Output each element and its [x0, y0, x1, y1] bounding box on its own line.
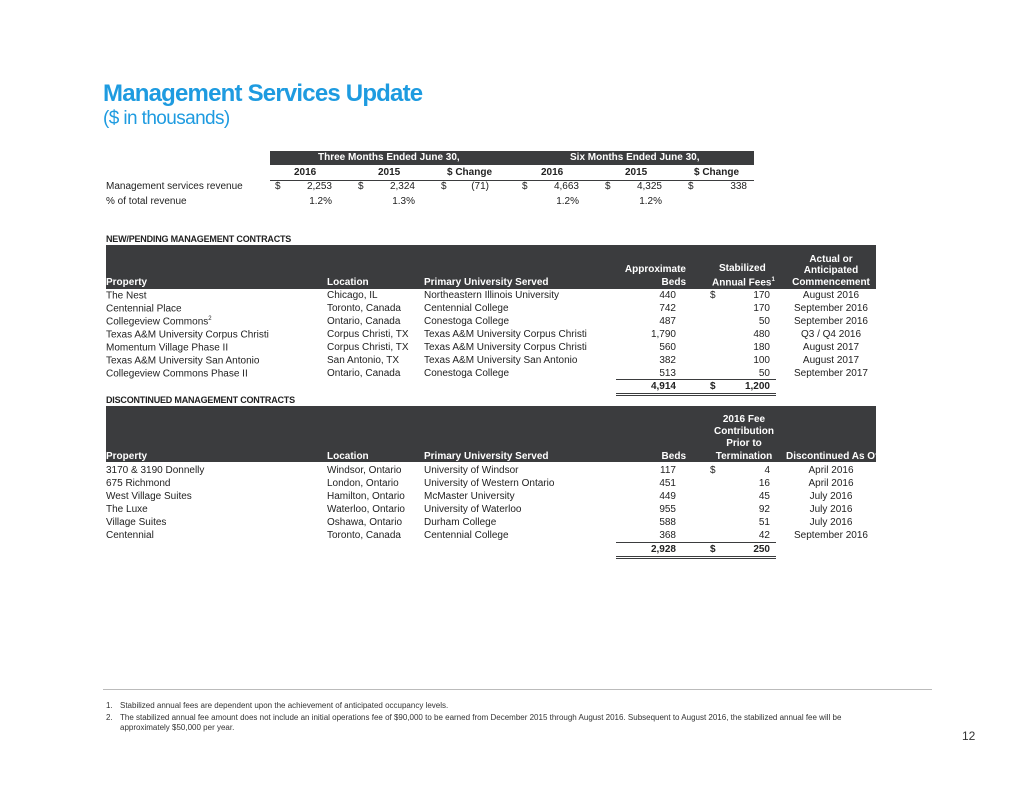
contract-date: September 2017 — [794, 368, 868, 379]
dollar: $ — [605, 181, 611, 192]
hdr-beds-1: Approximate — [624, 264, 686, 275]
footnote-1-text: Stabilized annual fees are dependent upon the achievement of anticipated occupancy levels. — [120, 701, 449, 710]
change-three: (71) — [471, 181, 489, 192]
dhdr-beds: Beds — [661, 451, 686, 462]
dhdr-fee-2: Contribution — [714, 426, 774, 437]
contract-university: Conestoga College — [424, 368, 510, 379]
discontinued-property: Village Suites — [106, 517, 167, 528]
disc-total-dollar: $ — [710, 544, 716, 555]
discontinued-fee: 16 — [758, 478, 770, 489]
group-three-months: Three Months Ended June 30, — [318, 152, 460, 163]
new-contracts-header — [106, 245, 876, 289]
contract-property-cell — [106, 368, 248, 379]
contract-row — [0, 290, 1034, 303]
contract-location: Corpus Christi, TX — [327, 329, 409, 340]
discontinued-property: Centennial — [106, 530, 154, 541]
discontinued-row — [0, 491, 1034, 504]
contract-location: Ontario, Canada — [327, 368, 401, 379]
contract-date: Q3 / Q4 2016 — [800, 329, 862, 340]
hdr-university: Primary University Served — [424, 277, 549, 288]
contract-university: Centennial College — [424, 303, 509, 314]
contract-fees: 50 — [758, 316, 770, 327]
contract-university: Texas A&M University Corpus Christi — [424, 329, 587, 340]
discontinued-total — [0, 544, 1034, 557]
contract-fees: 50 — [758, 368, 770, 379]
hdr-comm-3: Commencement — [792, 277, 870, 288]
discontinued-property: 3170 & 3190 Donnelly — [106, 465, 205, 476]
col-2016-three: 2016 — [294, 167, 317, 178]
contract-row — [0, 329, 1034, 342]
contract-property-cell — [106, 303, 182, 314]
discontinued-date: September 2016 — [794, 530, 868, 541]
new-total-beds: 4,914 — [650, 381, 676, 392]
discontinued-university: Centennial College — [424, 530, 509, 541]
discontinued-university: Durham College — [424, 517, 497, 528]
discontinued-beds: 451 — [659, 478, 676, 489]
contract-location: Toronto, Canada — [327, 303, 401, 314]
discontinued-location: Oshawa, Ontario — [327, 517, 403, 528]
hdr-property: Property — [106, 277, 148, 288]
contract-footnote: 2 — [208, 316, 212, 322]
discontinued-title: DISCONTINUED MANAGEMENT CONTRACTS — [106, 395, 295, 405]
contract-beds: 560 — [659, 342, 676, 353]
discontinued-row — [0, 478, 1034, 491]
contract-row — [0, 355, 1034, 368]
contract-date: August 2017 — [802, 342, 860, 353]
value-2015-three: 1.3% — [392, 196, 415, 207]
contract-property: Collegeview Commons — [106, 316, 209, 328]
new-total-fees: 1,200 — [744, 381, 770, 392]
dollar: $ — [522, 181, 528, 192]
contract-property-cell — [106, 342, 228, 353]
discontinued-beds: 449 — [659, 491, 676, 502]
discontinued-row — [0, 530, 1034, 543]
page-subtitle: ($ in thousands) — [103, 108, 230, 129]
footnote-2-num: 2. — [106, 713, 113, 722]
summary-row — [0, 181, 1034, 194]
contract-location: San Antonio, TX — [327, 355, 400, 366]
hdr-fees-label: Annual Fees — [712, 277, 772, 289]
discontinued-university: McMaster University — [424, 491, 515, 502]
new-total-rule-bottom-1 — [616, 393, 776, 394]
contract-location: Ontario, Canada — [327, 316, 401, 327]
new-total-dollar: $ — [710, 381, 716, 392]
summary-row — [0, 196, 1034, 209]
discontinued-beds: 955 — [659, 504, 676, 515]
discontinued-location: Waterloo, Ontario — [327, 504, 405, 515]
discontinued-university: University of Western Ontario — [424, 478, 555, 489]
discontinued-university: University of Waterloo — [424, 504, 522, 515]
discontinued-beds: 588 — [659, 517, 676, 528]
contract-property-cell — [106, 316, 212, 327]
dhdr-university: Primary University Served — [424, 451, 549, 462]
new-total-rule-top — [616, 379, 776, 380]
value-2015-six: 1.2% — [639, 196, 662, 207]
page-number: 12 — [962, 729, 976, 743]
contract-property: Momentum Village Phase II — [106, 342, 229, 354]
discontinued-row — [0, 517, 1034, 530]
contract-fees: 170 — [753, 303, 770, 314]
col-change-three: $ Change — [447, 167, 493, 178]
discontinued-date: April 2016 — [808, 478, 854, 489]
discontinued-university: University of Windsor — [424, 465, 519, 476]
footnote-1 — [106, 701, 449, 710]
discontinued-property: The Luxe — [106, 504, 148, 515]
contract-fees: 480 — [753, 329, 770, 340]
discontinued-header — [106, 406, 879, 462]
footnote-2-text: The stabilized annual fee amount does not include an initial operations fee of $90,000 to be earned from December 2015 through August 2016. Subsequent to August 2016, the stabilized annual fee will be — [120, 713, 842, 722]
hdr-comm-2: Anticipated — [803, 265, 859, 276]
contract-dollar: $ — [710, 290, 716, 301]
contract-date: September 2016 — [794, 303, 868, 314]
discontinued-property: 675 Richmond — [106, 478, 171, 489]
dollar: $ — [358, 181, 364, 192]
hdr-beds-2: Beds — [661, 277, 686, 288]
footnote-2-text-cont: approximately $50,000 per year. — [120, 723, 235, 732]
discontinued-date: July 2016 — [809, 504, 853, 515]
summary-label: Management services revenue — [106, 181, 243, 192]
contract-date: September 2016 — [794, 316, 868, 327]
discontinued-date: July 2016 — [809, 517, 853, 528]
contract-property-cell — [106, 290, 147, 301]
discontinued-row — [0, 465, 1034, 478]
value-2016-three: 2,253 — [306, 181, 332, 192]
contract-row — [0, 316, 1034, 329]
disc-total-beds: 2,928 — [650, 544, 676, 555]
discontinued-fee: 45 — [758, 491, 770, 502]
contract-date: August 2016 — [802, 290, 860, 301]
col-change-six: $ Change — [694, 167, 740, 178]
discontinued-beds: 368 — [659, 530, 676, 541]
contract-property: Texas A&M University Corpus Christi — [106, 329, 269, 341]
discontinued-row — [0, 504, 1034, 517]
value-2015-six: 4,325 — [636, 181, 662, 192]
contract-fees: 100 — [753, 355, 770, 366]
change-six: 338 — [730, 181, 747, 192]
contract-location: Corpus Christi, TX — [327, 342, 409, 353]
summary-group-header — [270, 151, 754, 165]
discontinued-fee: 51 — [758, 517, 770, 528]
dhdr-property: Property — [106, 451, 148, 462]
disc-total-rule-bottom-1 — [616, 556, 776, 557]
contract-university: Northeastern Illinois University — [424, 290, 560, 301]
contract-property-cell — [106, 355, 259, 366]
contract-university: Texas A&M University Corpus Christi — [424, 342, 587, 353]
group-six-months: Six Months Ended June 30, — [570, 152, 700, 163]
dollar: $ — [275, 181, 281, 192]
contract-row — [0, 368, 1034, 381]
new-total-rule-bottom-2 — [616, 395, 776, 396]
dhdr-location: Location — [327, 451, 369, 462]
contract-property: Centennial Place — [106, 303, 182, 315]
contract-beds: 440 — [659, 290, 676, 301]
contract-university: Conestoga College — [424, 316, 510, 327]
contract-fees: 170 — [753, 290, 770, 301]
contract-fees: 180 — [753, 342, 770, 353]
new-contracts-total — [0, 381, 1034, 394]
discontinued-dollar: $ — [710, 465, 716, 476]
contract-beds: 742 — [659, 303, 676, 314]
footnote-2 — [106, 713, 842, 732]
contract-date: August 2017 — [802, 355, 860, 366]
hdr-fees-2 — [712, 277, 775, 288]
discontinued-location: Windsor, Ontario — [327, 465, 402, 476]
discontinued-date: April 2016 — [808, 465, 854, 476]
contract-beds: 382 — [659, 355, 676, 366]
contract-property-cell — [106, 329, 269, 340]
discontinued-date: July 2016 — [809, 491, 853, 502]
dhdr-fee-3: Prior to — [726, 438, 762, 449]
dollar: $ — [441, 181, 447, 192]
contract-property: Texas A&M University San Antonio — [106, 355, 260, 367]
value-2016-six: 1.2% — [556, 196, 579, 207]
col-2016-six: 2016 — [541, 167, 564, 178]
dhdr-fee-1: 2016 Fee — [722, 414, 766, 425]
discontinued-fee: 4 — [764, 465, 770, 476]
contract-beds: 1,790 — [650, 329, 676, 340]
col-2015-six: 2015 — [625, 167, 648, 178]
new-contracts-title: NEW/PENDING MANAGEMENT CONTRACTS — [106, 234, 292, 244]
dhdr-fee-4: Termination — [715, 451, 773, 462]
contract-beds: 513 — [659, 368, 676, 379]
contract-university: Texas A&M University San Antonio — [424, 355, 578, 366]
discontinued-location: Toronto, Canada — [327, 530, 401, 541]
disc-total-fee: 250 — [753, 544, 770, 555]
discontinued-beds: 117 — [660, 465, 676, 476]
discontinued-location: London, Ontario — [327, 478, 399, 489]
contract-row — [0, 342, 1034, 355]
dollar: $ — [688, 181, 694, 192]
discontinued-location: Hamilton, Ontario — [327, 491, 405, 502]
disc-total-rule-top — [616, 542, 776, 543]
footnote-1-num: 1. — [106, 701, 113, 710]
contract-beds: 487 — [659, 316, 676, 327]
col-2015-three: 2015 — [378, 167, 401, 178]
contract-location: Chicago, IL — [327, 290, 378, 301]
contract-property: The Nest — [106, 290, 147, 302]
dhdr-discontinued: Discontinued As Of — [786, 451, 879, 462]
hdr-fees-footnote: 1 — [771, 277, 775, 283]
summary-column-headers — [0, 167, 1034, 180]
contract-property: Collegeview Commons Phase II — [106, 368, 248, 380]
footnote-divider — [103, 689, 932, 690]
value-2015-three: 2,324 — [389, 181, 415, 192]
value-2016-three: 1.2% — [309, 196, 332, 207]
disc-total-rule-bottom-2 — [616, 558, 776, 559]
discontinued-fee: 42 — [758, 530, 770, 541]
hdr-comm-1: Actual or — [809, 254, 853, 265]
discontinued-property: West Village Suites — [106, 491, 192, 502]
discontinued-fee: 92 — [758, 504, 770, 515]
hdr-fees-1: Stabilized — [719, 263, 766, 274]
hdr-location: Location — [327, 277, 369, 288]
page-title: Management Services Update — [103, 80, 423, 107]
summary-label: % of total revenue — [106, 196, 187, 207]
value-2016-six: 4,663 — [553, 181, 579, 192]
contract-row — [0, 303, 1034, 316]
